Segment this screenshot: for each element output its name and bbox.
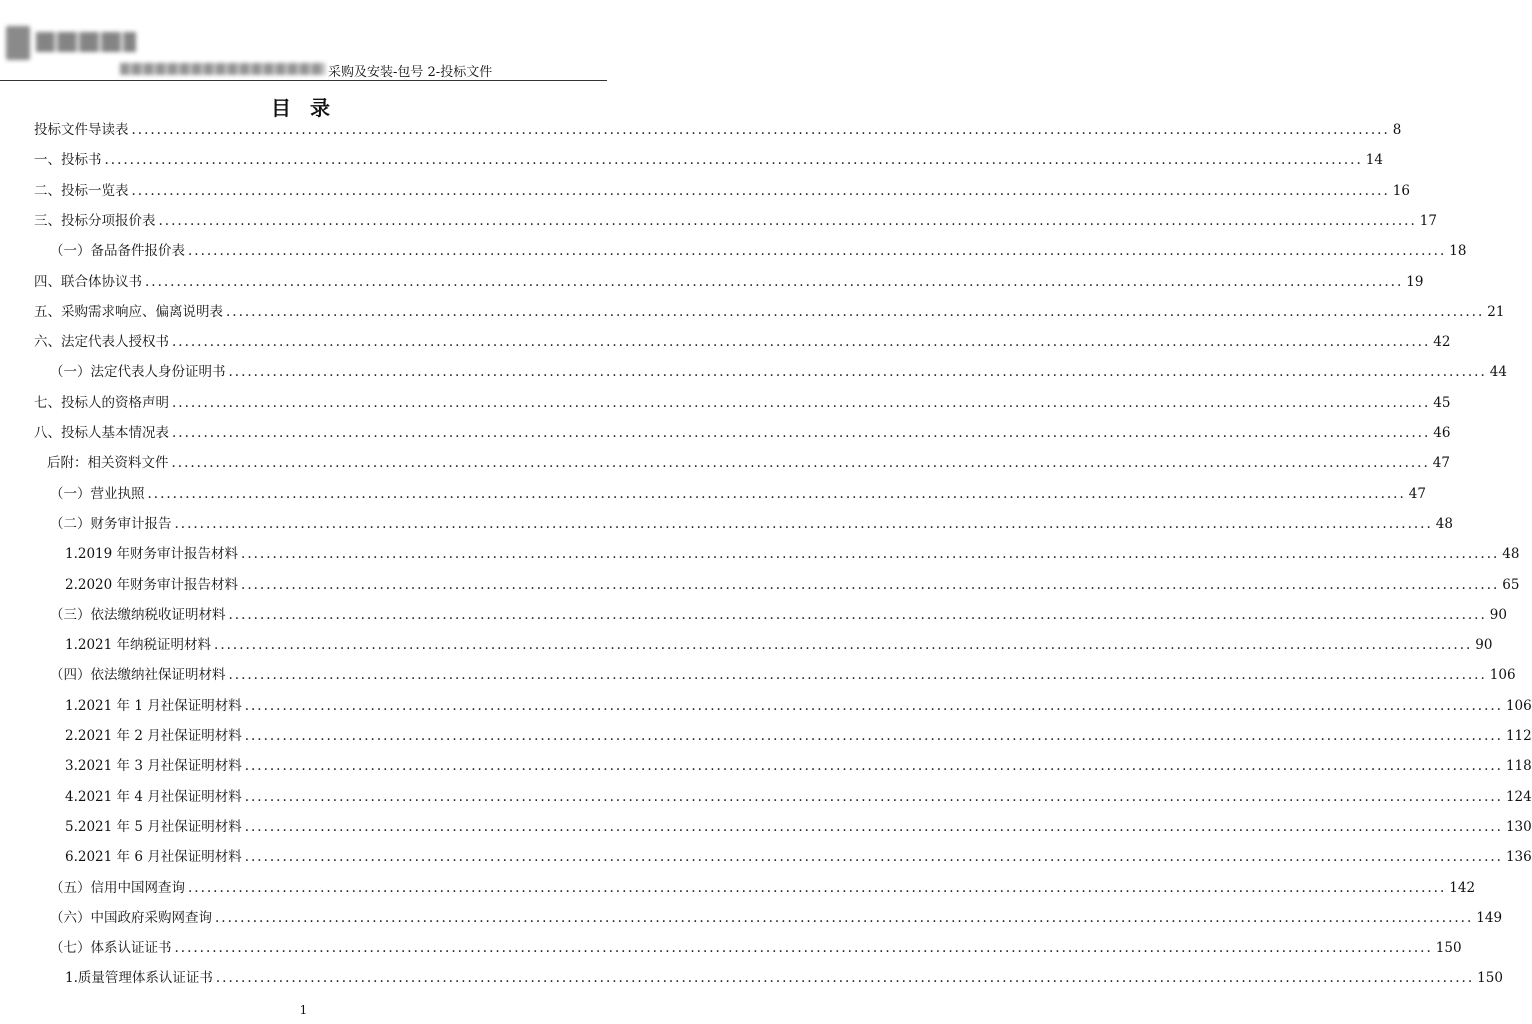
toc-entry[interactable] (47, 451, 1450, 473)
toc-entry-label: 4.2021 年 4 月社保证明材料 (65, 788, 242, 805)
toc-leader-dots: ........................................................................................................................................................................................................ (215, 909, 1474, 926)
page-number: 1 (299, 1003, 308, 1017)
toc-leader-dots: ........................................................................................................................................................................................................ (158, 212, 1417, 229)
toc-leader-dots: ........................................................................................................................................................................................................ (188, 243, 1447, 260)
toc-entry-label: 1.2021 年 1 月社保证明材料 (65, 697, 242, 714)
toc-entry-page: 8 (1392, 122, 1402, 138)
toc-entry[interactable] (65, 724, 1532, 746)
toc-entry-page: 142 (1449, 879, 1476, 896)
toc-entry-label: （一）法定代表人身份证明书 (50, 364, 226, 381)
toc-entry-label: 2.2021 年 2 月社保证明材料 (65, 728, 242, 744)
toc-entry-page: 65 (1502, 576, 1520, 593)
toc-entry-label: 二、投标一览表 (34, 182, 129, 199)
toc-entry-label: （三）依法缴纳税收证明材料 (50, 606, 226, 623)
toc-entry-page: 48 (1435, 515, 1453, 532)
toc-leader-dots: ........................................................................................................................................................................................................ (172, 334, 1431, 351)
toc-leader-dots: ........................................................................................................................................................................................................ (188, 879, 1447, 896)
toc-entry[interactable] (65, 542, 1520, 564)
toc-leader-dots: ........................................................................................................................................................................................................ (215, 970, 1475, 987)
toc-entry[interactable] (34, 421, 1451, 443)
toc-entry-page: 106 (1489, 667, 1516, 684)
toc-entry-page: 124 (1505, 788, 1532, 805)
toc-entry-page: 16 (1392, 182, 1410, 199)
toc-entry-label: （七）体系认证证书 (50, 940, 172, 957)
toc-entry[interactable] (34, 179, 1410, 201)
toc-leader-dots: ........................................................................................................................................................................................................ (244, 818, 1503, 835)
page-header (0, 60, 607, 81)
toc-entry[interactable] (65, 633, 1493, 655)
toc-entry-page: 47 (1432, 455, 1450, 472)
toc-leader-dots: ........................................................................................................................................................................................................ (172, 425, 1431, 441)
toc-entry[interactable] (65, 815, 1532, 837)
toc-entry[interactable] (50, 603, 1507, 625)
toc-entry[interactable] (50, 663, 1516, 685)
redacted-project-name (120, 63, 325, 75)
toc-entry-label: （六）中国政府采购网查询 (50, 909, 212, 926)
toc-entry-page: 130 (1505, 818, 1532, 835)
toc-entry[interactable] (65, 966, 1503, 988)
toc-entry-label: （二）财务审计报告 (50, 515, 172, 532)
toc-entry-label: 2.2020 年财务审计报告材料 (65, 576, 239, 593)
toc-leader-dots: ........................................................................................................................................................................................................ (226, 303, 1485, 320)
toc-entry[interactable] (34, 391, 1451, 413)
toc-entry-page: 150 (1477, 970, 1503, 987)
toc-entry-label: 六、法定代表人授权书 (34, 334, 169, 351)
toc-entry-label: 3.2021 年 3 月社保证明材料 (65, 758, 242, 775)
toc-entry[interactable] (50, 482, 1426, 504)
toc-entry-page: 48 (1502, 546, 1520, 563)
toc-entry[interactable] (65, 754, 1532, 776)
toc-leader-dots: ........................................................................................................................................................................................................ (172, 394, 1431, 411)
toc-entry-label: （一）备品备件报价表 (50, 243, 185, 260)
toc-entry-label: 七、投标人的资格声明 (34, 394, 169, 411)
toc-entry[interactable] (34, 148, 1383, 170)
toc-entry-page: 106 (1505, 697, 1532, 714)
toc-entry[interactable] (50, 360, 1507, 382)
toc-entry-page: 18 (1449, 243, 1467, 260)
company-logo-blurred (6, 26, 138, 60)
toc-leader-dots: ........................................................................................................................................................................................................ (228, 606, 1487, 623)
toc-entry-page: 45 (1433, 394, 1451, 411)
toc-entry-label: 三、投标分项报价表 (34, 212, 156, 229)
toc-leader-dots: ........................................................................................................................................................................................................ (244, 728, 1503, 744)
toc-entry[interactable] (65, 845, 1532, 867)
toc-entry[interactable] (50, 239, 1467, 261)
logo-mark-icon (6, 26, 30, 60)
toc-leader-dots: ........................................................................................................................................................................................................ (214, 637, 1473, 654)
toc-entry[interactable] (65, 694, 1532, 716)
toc-entry-page: 17 (1419, 212, 1437, 229)
toc-entry-page: 90 (1489, 606, 1507, 623)
toc-leader-dots: ........................................................................................................................................................................................................ (104, 152, 1363, 169)
toc-entry-label: 1.2021 年纳税证明材料 (65, 637, 212, 654)
toc-entry-label: 八、投标人基本情况表 (34, 425, 169, 441)
toc-entry-label: 1.质量管理体系认证证书 (65, 970, 213, 987)
toc-leader-dots: ........................................................................................................................................................................................................ (241, 576, 1500, 593)
toc-entry[interactable] (34, 330, 1451, 352)
toc-entry-label: 五、采购需求响应、偏离说明表 (34, 303, 223, 320)
toc-leader-dots: ........................................................................................................................................................................................................ (147, 485, 1406, 502)
toc-entry[interactable] (34, 118, 1402, 140)
toc-entry[interactable] (50, 936, 1462, 958)
toc-leader-dots: ........................................................................................................................................................................................................ (228, 364, 1487, 381)
toc-entry-label: 一、投标书 (34, 152, 102, 169)
toc-entry-page: 150 (1435, 940, 1462, 957)
toc-entry[interactable] (65, 785, 1532, 807)
toc-leader-dots: ........................................................................................................................................................................................................ (174, 940, 1433, 957)
toc-entry[interactable] (50, 906, 1503, 928)
toc-entry-page: 19 (1406, 273, 1424, 290)
toc-leader-dots: ........................................................................................................................................................................................................ (145, 273, 1404, 290)
toc-entry-label: 5.2021 年 5 月社保证明材料 (65, 818, 242, 835)
toc-entry-label: 四、联合体协议书 (34, 273, 142, 290)
toc-entry[interactable] (34, 209, 1437, 231)
toc-leader-dots: ........................................................................................................................................................................................................ (244, 697, 1503, 714)
toc-entry[interactable] (65, 573, 1520, 595)
toc-entry-page: 21 (1487, 303, 1505, 320)
toc-leader-dots: ........................................................................................................................................................................................................ (244, 758, 1503, 775)
toc-entry-page: 90 (1475, 637, 1493, 654)
toc-entry-page: 136 (1505, 849, 1532, 866)
toc-leader-dots: ........................................................................................................................................................................................................ (131, 182, 1390, 199)
toc-entry-page: 47 (1408, 485, 1426, 502)
toc-entry-label: 6.2021 年 6 月社保证明材料 (65, 849, 242, 866)
toc-entry-page: 14 (1365, 152, 1383, 169)
toc-leader-dots: ........................................................................................................................................................................................................ (228, 667, 1487, 684)
toc-leader-dots: ........................................................................................................................................................................................................ (244, 788, 1503, 805)
toc-entry-label: （四）依法缴纳社保证明材料 (50, 667, 226, 684)
toc-entry[interactable] (34, 270, 1424, 292)
toc-leader-dots: ........................................................................................................................................................................................................ (171, 455, 1430, 472)
toc-entry-page: 118 (1505, 758, 1532, 775)
toc-entry-label: 投标文件导读表 (34, 122, 129, 138)
toc-leader-dots: ........................................................................................................................................................................................................ (174, 515, 1433, 532)
toc-leader-dots: ........................................................................................................................................................................................................ (131, 122, 1390, 138)
header-doc-title: 采购及安装-包号 2-投标文件 (328, 65, 493, 80)
toc-entry-label: （一）营业执照 (50, 485, 145, 502)
toc-entry[interactable] (50, 512, 1453, 534)
toc-entry-label: 后附：相关资料文件 (47, 455, 169, 472)
logo-wordmark (36, 32, 136, 52)
toc-entry-label: （五）信用中国网查询 (50, 879, 185, 896)
toc-entry-page: 46 (1433, 425, 1451, 441)
toc-entry-page: 44 (1489, 364, 1507, 381)
toc-entry-page: 42 (1433, 334, 1451, 351)
toc-title: 目 录 (271, 96, 336, 120)
toc-entry[interactable] (50, 876, 1476, 898)
toc-leader-dots: ........................................................................................................................................................................................................ (241, 546, 1500, 563)
toc-entry-page: 112 (1505, 728, 1532, 744)
toc-entry[interactable] (34, 300, 1505, 322)
toc-leader-dots: ........................................................................................................................................................................................................ (244, 849, 1503, 866)
toc-entry-page: 149 (1476, 909, 1503, 926)
toc-entry-label: 1.2019 年财务审计报告材料 (65, 546, 239, 563)
